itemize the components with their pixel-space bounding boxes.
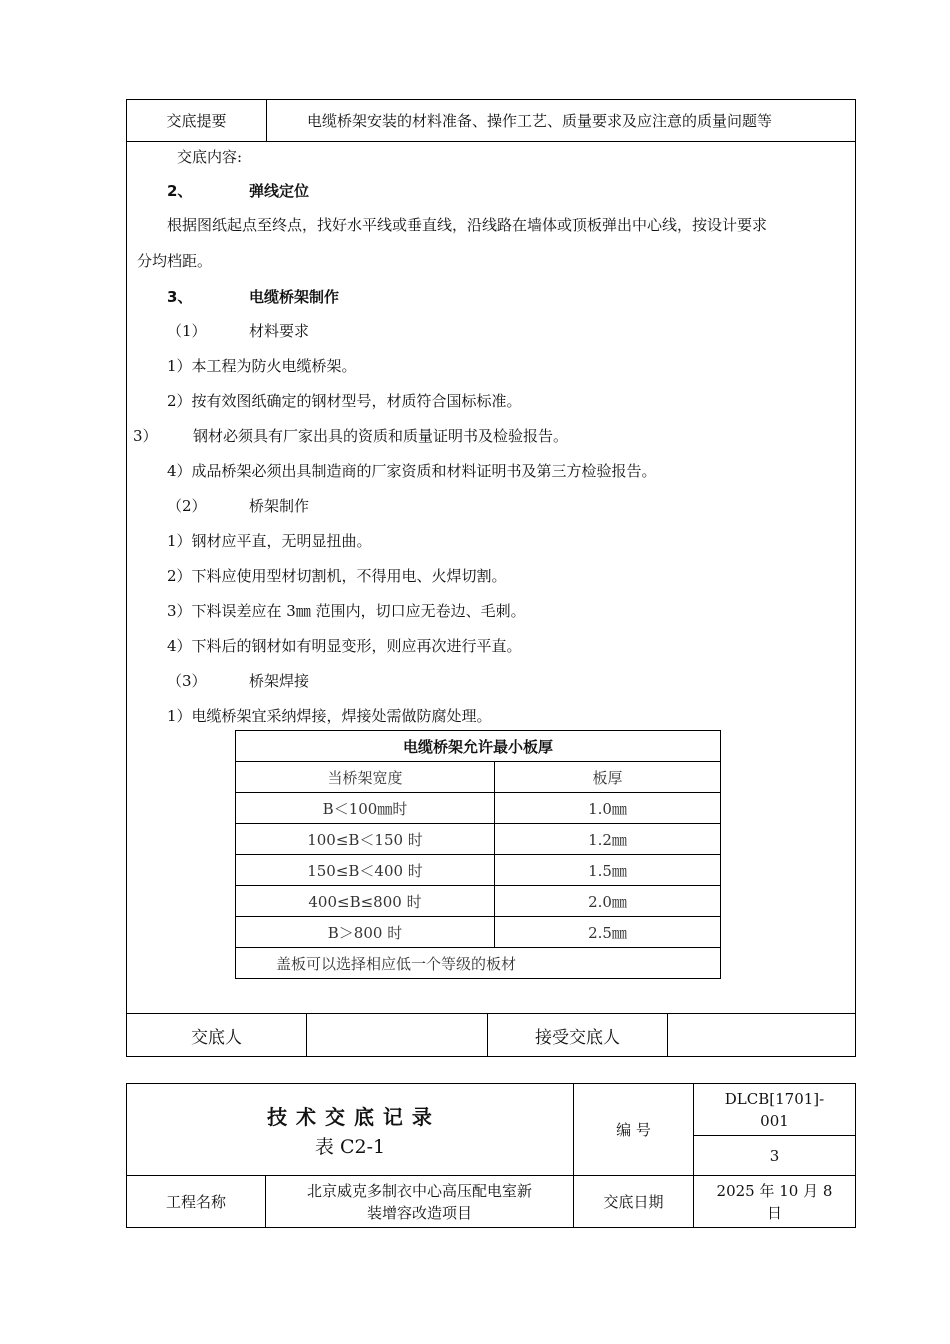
project-name-line1: 北京威克多制衣中心高压配电室新 (306, 1181, 532, 1200)
section-3-number: 3、 (167, 288, 193, 306)
list-item: 3）下料误差应在 3㎜ 范围内，切口应无卷边、毛刺。 (167, 602, 526, 620)
subsection-2-number: （2） (167, 497, 207, 515)
section-2-paragraph-cont: 分均档距。 (137, 252, 213, 270)
receiver-label: 接受交底人 (488, 1014, 668, 1056)
list-item: 1）本工程为防火电缆桥架。 (167, 357, 357, 375)
date-line1: 2025 年 10 月 8 (716, 1181, 833, 1200)
list-item: 2）按有效图纸确定的钢材型号，材质符合国标标准。 (167, 392, 522, 410)
table-cell-width: 150≤B＜400 时 (236, 855, 495, 886)
table-row (236, 855, 721, 886)
date-line2: 日 (766, 1203, 782, 1222)
project-label: 工程名称 (165, 1193, 226, 1211)
record-title-block (127, 1084, 573, 1175)
list-item: 4）成品桥架必须出具制造商的厂家资质和材料证明书及第三方检验报告。 (167, 462, 657, 480)
table-cell-thickness: 2.0㎜ (495, 886, 721, 917)
subsection-2-title: 桥架制作 (249, 497, 310, 515)
summary-row (127, 100, 855, 142)
table-row (236, 824, 721, 855)
summary-label: 交底提要 (127, 100, 267, 141)
table-title: 电缆桥架允许最小板厚 (236, 731, 721, 762)
section-3-title: 电缆桥架制作 (249, 288, 340, 306)
plate-thickness-table (235, 730, 721, 979)
subsection-3-title: 桥架焊接 (249, 672, 310, 690)
section-2-number: 2、 (167, 182, 193, 200)
table-cell-thickness: 1.2㎜ (495, 824, 721, 855)
date-label: 交底日期 (603, 1193, 664, 1211)
subsection-1-title: 材料要求 (249, 322, 310, 340)
table-row (236, 793, 721, 824)
list-item: 4）下料后的钢材如有明显变形，则应再次进行平直。 (167, 637, 522, 655)
table-cell-width: B＞800 时 (236, 917, 495, 948)
summary-text: 电缆桥架安装的材料准备、操作工艺、质量要求及应注意的质量问题等 (307, 112, 773, 130)
giver-label: 交底人 (127, 1014, 307, 1056)
disclosure-date (694, 1176, 855, 1227)
list-item: 2）下料应使用型材切割机，不得用电、火焊切割。 (167, 567, 507, 585)
table-note: 盖板可以选择相应低一个等级的板材 (236, 948, 721, 979)
list-item: 1）钢材应平直，无明显扭曲。 (167, 532, 372, 550)
receiver-signature-field[interactable] (668, 1014, 855, 1056)
number-label: 编 号 (616, 1121, 651, 1139)
subsection-1-number: （1） (167, 322, 207, 340)
page-number: 3 (769, 1146, 780, 1165)
record-number-line2: 001 (760, 1111, 789, 1130)
project-name (266, 1176, 573, 1227)
table-cell-width: 400≤B≤800 时 (236, 886, 495, 917)
project-name-line2: 装增容改造项目 (366, 1203, 472, 1222)
table-header-thickness: 板厚 (495, 762, 721, 793)
subsection-3-number: （3） (167, 672, 207, 690)
table-row (236, 886, 721, 917)
list-item: 1）电缆桥架宜采纳焊接，焊接处需做防腐处理。 (167, 707, 492, 725)
section-2-paragraph: 根据图纸起点至终点，找好水平线或垂直线，沿线路在墙体或顶板弹出中心线，按设计要求 (167, 216, 768, 234)
disclosure-content-frame (126, 99, 856, 1057)
table-header-width: 当桥架宽度 (236, 762, 495, 793)
giver-signature-field[interactable] (307, 1014, 488, 1056)
section-2-title: 弹线定位 (249, 182, 310, 200)
table-cell-thickness: 1.5㎜ (495, 855, 721, 886)
record-number (694, 1084, 855, 1135)
record-title: 技 术 交 底 记 录 (267, 1104, 433, 1129)
record-number-line1: DLCB[1701]- (724, 1089, 825, 1108)
record-form-number: 表 C2-1 (314, 1135, 386, 1158)
content-intro: 交底内容: (177, 148, 243, 166)
list-item-number: 3） (133, 427, 158, 445)
table-cell-thickness: 2.5㎜ (495, 917, 721, 948)
table-cell-thickness: 1.0㎜ (495, 793, 721, 824)
record-header-frame (126, 1083, 856, 1228)
table-row (236, 917, 721, 948)
table-cell-width: B＜100㎜时 (236, 793, 495, 824)
table-cell-width: 100≤B＜150 时 (236, 824, 495, 855)
signature-row (127, 1013, 855, 1056)
list-item: 钢材必须具有厂家出具的资质和质量证明书及检验报告。 (193, 427, 569, 445)
